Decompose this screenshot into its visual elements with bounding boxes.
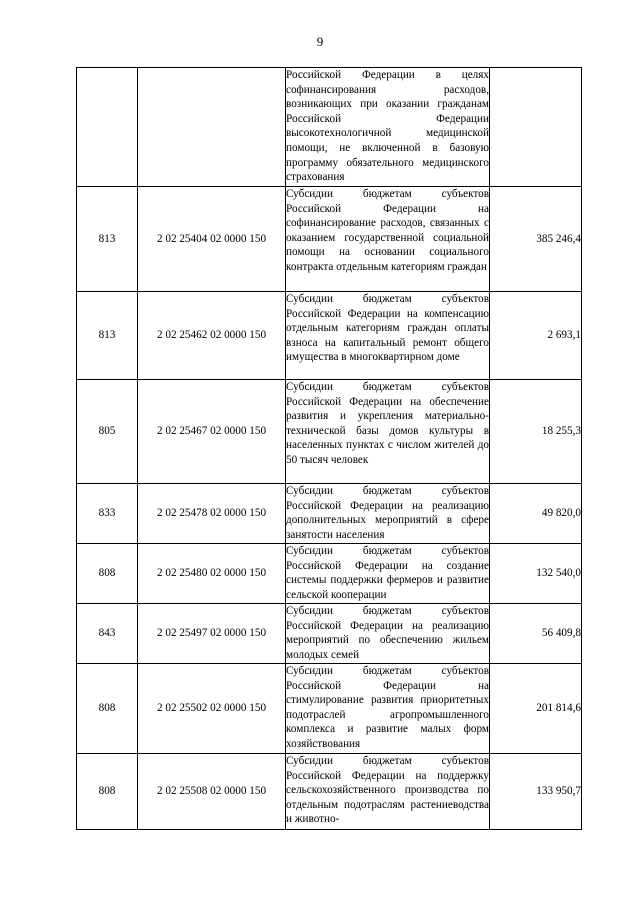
- amount-cell: 385 246,4: [490, 187, 582, 292]
- budget-code-cell: 2 02 25467 02 0000 150: [138, 380, 286, 484]
- table-row: [77, 380, 582, 484]
- budget-code-cell: 2 02 25480 02 0000 150: [138, 544, 286, 604]
- revenue-name-cell: Субсидии бюджетам субъектов Российской Федерации на стимулирование развития приоритетных подотраслей агропромышленного комплекса и развитие малых форм хозяйствования: [286, 664, 490, 754]
- table-row: [77, 664, 582, 754]
- amount-cell: 49 820,0: [490, 484, 582, 544]
- admin-code-cell: 813: [77, 187, 138, 292]
- revenue-name-cell: Субсидии бюджетам субъектов Российской Федерации на создание системы поддержки фермеров и развитие сельской кооперации: [286, 544, 490, 604]
- table-row: [77, 187, 582, 292]
- table-row: [77, 484, 582, 544]
- admin-code-cell: 833: [77, 484, 138, 544]
- amount-cell: 201 814,6: [490, 664, 582, 754]
- budget-code-cell: 2 02 25462 02 0000 150: [138, 292, 286, 380]
- revenue-name-cell: Субсидии бюджетам субъектов Российской Федерации на обеспечение развития и укрепления материально-технической базы домов культуры в населенных пунктах с числом жителей до 50 тысяч человек: [286, 380, 490, 484]
- amount-cell: 2 693,1: [490, 292, 582, 380]
- amount-cell: [490, 68, 582, 187]
- admin-code-cell: 808: [77, 544, 138, 604]
- budget-revenue-table: [76, 67, 582, 830]
- budget-code-cell: 2 02 25404 02 0000 150: [138, 187, 286, 292]
- budget-code-cell: 2 02 25508 02 0000 150: [138, 754, 286, 830]
- amount-cell: 133 950,7: [490, 754, 582, 830]
- table-row: [77, 754, 582, 830]
- amount-cell: 18 255,3: [490, 380, 582, 484]
- revenue-name-cell: Субсидии бюджетам субъектов Российской Федерации на софинансирование расходов, связанных с оказанием государственной социальной помощи на основании социального контракта отдельным категориям граждан: [286, 187, 490, 292]
- budget-code-cell: 2 02 25502 02 0000 150: [138, 664, 286, 754]
- admin-code-cell: 808: [77, 754, 138, 830]
- budget-code-cell: 2 02 25497 02 0000 150: [138, 604, 286, 664]
- budget-code-cell: 2 02 25478 02 0000 150: [138, 484, 286, 544]
- revenue-name-cell: Субсидии бюджетам субъектов Российской Федерации на компенсацию отдельным категориям граждан оплаты взноса на капитальный ремонт общего имущества в многоквартирном доме: [286, 292, 490, 380]
- table-row: [77, 604, 582, 664]
- table-row: [77, 544, 582, 604]
- revenue-name-cell: Субсидии бюджетам субъектов Российской Федерации на реализацию дополнительных мероприятий в сфере занятости населения: [286, 484, 490, 544]
- admin-code-cell: 808: [77, 664, 138, 754]
- revenue-name-cell: Субсидии бюджетам субъектов Российской Федерации на поддержку сельскохозяйственного производства по отдельным подотраслям растениеводства и животно-: [286, 754, 490, 830]
- admin-code-cell: [77, 68, 138, 187]
- revenue-name-cell: Российской Федерации в целях софинансирования расходов, возникающих при оказании гражданам Российской Федерации высокотехнологичной медицинской помощи, не включенной в базовую программу обязательного медицинского страхования: [286, 68, 490, 187]
- admin-code-cell: 843: [77, 604, 138, 664]
- table-row: [77, 68, 582, 187]
- revenue-name-cell: Субсидии бюджетам субъектов Российской Федерации на реализацию мероприятий по обеспечению жильем молодых семей: [286, 604, 490, 664]
- budget-code-cell: [138, 68, 286, 187]
- table-row: [77, 292, 582, 380]
- page-number: 9: [316, 34, 324, 49]
- admin-code-cell: 805: [77, 380, 138, 484]
- admin-code-cell: 813: [77, 292, 138, 380]
- amount-cell: 132 540,0: [490, 544, 582, 604]
- amount-cell: 56 409,8: [490, 604, 582, 664]
